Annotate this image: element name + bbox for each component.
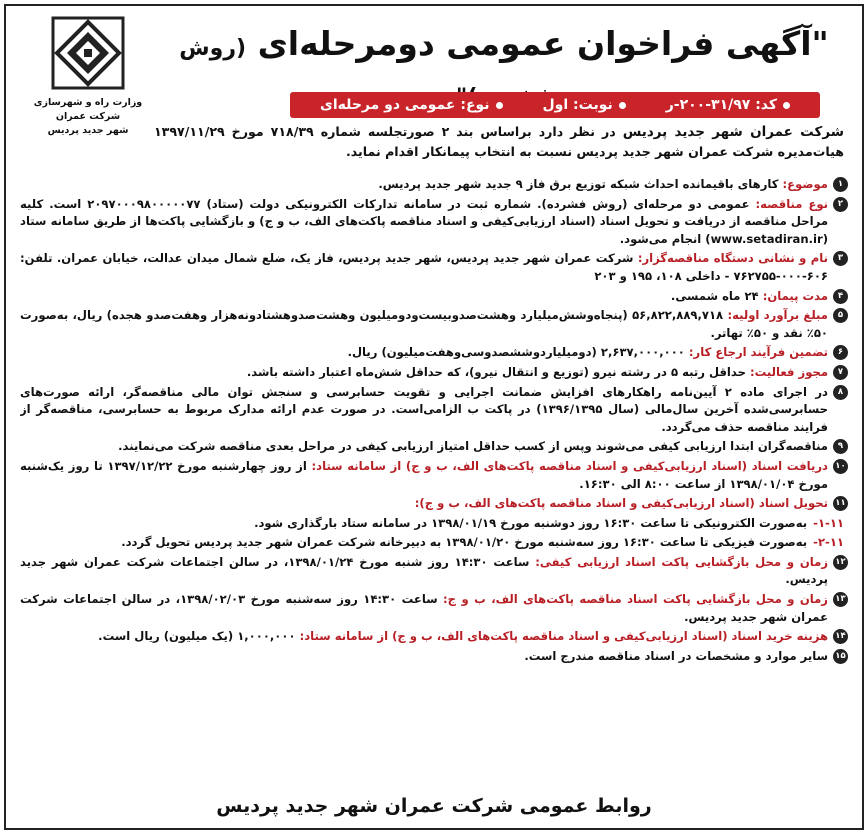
item-number: ۱۴ <box>833 629 848 644</box>
item-number: ۳ <box>833 251 848 266</box>
logo-line: شرکت عمران <box>55 111 121 122</box>
item-text: شرکت عمران شهر جدید پردیس، شهر جدید پردیس، فاز یک، ضلع شمال میدان عدالت، خیابان عمران. تلفن: ۶۰۶-۰۰۰-۷۶۲۷۵۵ - داخلی ۱۰۸، ۱۹۵ و ۲۰۳ <box>20 251 828 283</box>
item-label: تضمین فرآیند ارجاع کار: <box>688 345 828 360</box>
item-number: ۱۵ <box>833 649 848 664</box>
intro-text: در نظر دارد براساس بند ۲ صورتجلسه شماره ۷۱۸/۳۹ مورخ ۱۳۹۷/۱۱/۲۹ هیات‌مدیره شرکت عمران شهر جدید پردیس نسبت به انتخاب پیمانکار اقدام نماید. <box>154 124 844 159</box>
sub-list-item <box>20 515 848 533</box>
item-number: ۱۳ <box>833 592 848 607</box>
intro-company: شرکت عمران شهر جدید پردیس <box>622 124 845 140</box>
item-number: ۲ <box>833 197 848 212</box>
sub-list-item <box>20 534 848 552</box>
item-text: حداقل رتبه ۵ در رشته نیرو (توزیع و انتقال نیرو)، که حداقل شش‌ماه اعتبار داشته باشد. <box>246 364 746 379</box>
logo-line: شهر جدید پردیس <box>47 125 129 136</box>
list-item <box>20 176 848 194</box>
item-number: ۷ <box>833 365 848 380</box>
subitem-label: ۲-۱۱- <box>813 535 844 550</box>
badge-code: کد: ۳۱/۹۷-۲۰۰-ر <box>666 97 790 113</box>
announcement-footer <box>6 784 862 828</box>
list-item <box>20 288 848 306</box>
item-number: ۹ <box>833 439 848 454</box>
title-sub: (روش <box>179 36 247 61</box>
item-label: موضوع: <box>782 177 828 191</box>
item-text: ۲۴ ماه شمسی. <box>670 288 759 303</box>
item-text: سایر موارد و مشخصات در اسناد مناقصه مندرج است. <box>524 648 828 663</box>
item-text: ۱,۰۰۰,۰۰۰ (یک میلیون) ریال است. <box>98 629 296 644</box>
list-item <box>20 554 848 589</box>
item-label: هزینه خرید اسناد (اسناد ارزیابی‌کیفی و اسناد مناقصه پاکت‌های الف، ب و ج) از سامانه ستاد: <box>299 629 828 644</box>
item-label: زمان و محل بازگشایی پاکت اسناد مناقصه پاکت‌های الف، ب و ج: <box>443 592 828 607</box>
list-item <box>20 307 848 342</box>
title-main: "آگهی فراخوان عمومی دومرحله‌ای <box>257 24 829 63</box>
item-label: دریافت اسناد (اسناد ارزیابی‌کیفی و اسناد مناقصه پاکت‌های الف، ب و ج) از سامانه ستاد: <box>311 458 828 473</box>
badge-type: نوع: عمومی دو مرحله‌ای <box>320 97 503 113</box>
item-number: ۶ <box>833 345 848 360</box>
item-text: ساعت ۱۴:۳۰ روز شنبه مورخ ۱۳۹۸/۰۱/۲۴، در سالن اجتماعات شرکت عمران شهر جدید پردیس. <box>20 554 828 587</box>
item-text: از روز چهارشنبه مورخ ۱۳۹۷/۱۲/۲۲ تا روز یک‌شنبه مورخ ۱۳۹۸/۰۱/۰۴ از ساعت ۸:۰۰ الی ۱۶:۳۰. <box>20 458 828 491</box>
item-text: مناقصه‌گران ابتدا ارزیابی کیفی می‌شوند وپس از کسب حداقل امتیاز ارزیابی کیفی در مراحل بعدی مناقصه شرکت می‌نمایند. <box>118 439 828 454</box>
list-item <box>20 364 848 382</box>
footer-signature: روابط عمومی شرکت عمران شهر جدید پردیس <box>216 795 652 817</box>
item-text: عمومی دو مرحله‌ای (روش فشرده). شماره ثبت در سامانه تدارکات الکترونیکی دولت (ستاد) ۲۰۹۷۰۰۰۹۸۰۰۰۰۰۷۷ است. کلیه مراحل مناقصه از دریافت و تحویل اسناد (اسناد ارزیابی‌کیفی و اسناد مناقصه پاکت‌های الف، ب و ج) و بازگشایی پاکت‌ها از طریق سامانه ستاد (www.setadiran.ir) انجام می‌شود. <box>20 196 828 246</box>
list-item <box>20 648 848 666</box>
subitem-text: به‌صورت الکترونیکی تا ساعت ۱۶:۳۰ روز دوشنبه مورخ ۱۳۹۸/۰۱/۱۹ در سامانه ستاد بارگذاری شود. <box>254 515 808 530</box>
announcement-body <box>20 176 848 782</box>
item-label: مدت پیمان: <box>762 288 828 303</box>
item-label: مبلغ برآورد اولیه: <box>727 308 828 323</box>
list-item <box>20 438 848 456</box>
subitem-text: به‌صورت فیزیکی تا ساعت ۱۶:۳۰ روز سه‌شنبه مورخ ۱۳۹۸/۰۱/۲۰ به دبیرخانه شرکت عمران شهر جدید پردیس تحویل گردد. <box>121 535 808 550</box>
list-item <box>20 458 848 493</box>
item-label: نوع مناقصه: <box>755 196 828 211</box>
item-label: تحویل اسناد (اسناد ارزیابی‌کیفی و اسناد مناقصه پاکت‌های الف، ب و ج): <box>414 496 828 511</box>
bullet-icon <box>619 102 626 109</box>
logo-line: وزارت راه و شهرسازی <box>33 97 143 108</box>
badge-bar <box>290 92 820 118</box>
badge-turn: نوبت: اول <box>543 97 626 113</box>
list-item <box>20 628 848 646</box>
item-label: نام و نشانی دستگاه مناقصه‌گزار: <box>637 251 828 266</box>
item-label: مجوز فعالیت: <box>750 364 828 379</box>
list-item <box>20 591 848 626</box>
item-text: در اجرای ماده ۲ آیین‌نامه راهکارهای افزایش ضمانت اجرایی و تقویت حسابرسی و سنجش توان مالی مناقصه‌گر، ارائه صورت‌های حسابرسی‌شده آخرین سال‌مالی (سال ۱۳۹۶/۱۳۹۵) در پاکت ب الزامی‌است. در صورت عدم ارائه مدارک مربوط به حسابرسی، مناقصه‌گر از فرایند مناقصه حذف می‌گردد. <box>20 384 828 434</box>
item-number: ۵ <box>833 308 848 323</box>
announcement-frame <box>4 4 864 830</box>
item-number: ۴ <box>833 289 848 304</box>
subitem-label: ۱-۱۱- <box>813 515 844 530</box>
item-text: ۵۶,۸۲۲,۸۸۹,۷۱۸ (پنجاه‌وشش‌میلیارد وهشت‌صدوبیست‌ودومیلیون وهشت‌صدوهشتادونه‌هزار وهفت‌صدو هجده) ریال، به‌صورت ۵۰٪ نقد و ۵۰٪ تهاتر. <box>20 308 828 340</box>
item-text: ۲,۶۳۷,۰۰۰,۰۰۰ (دومیلیاردوششصدوسی‌وهفت‌میلیون) ریال. <box>347 345 685 360</box>
item-number: ۱۲ <box>833 555 848 570</box>
list-item <box>20 495 848 513</box>
list-item <box>20 344 848 362</box>
item-number: ۱۰ <box>833 459 848 474</box>
bullet-icon <box>783 102 790 109</box>
item-number: ۱۱ <box>833 496 848 511</box>
item-number: ۱ <box>833 177 848 192</box>
logo-emblem-icon <box>51 16 125 90</box>
list-item <box>20 196 848 249</box>
list-item <box>20 250 848 285</box>
item-number: ۸ <box>833 385 848 400</box>
bullet-icon <box>496 102 503 109</box>
item-label: زمان و محل بازگشایی پاکت اسناد ارزیابی کیفی: <box>535 554 829 569</box>
item-text: کارهای باقیمانده احداث شبکه توزیع برق فاز ۹ جدید شهر جدید پردیس. <box>378 177 779 191</box>
announcement-header <box>6 6 862 174</box>
item-text: ساعت ۱۴:۳۰ روز سه‌شنبه مورخ ۱۳۹۸/۰۲/۰۳، در سالن اجتماعات شرکت عمران شهر جدید پردیس. <box>20 592 828 624</box>
list-item <box>20 384 848 437</box>
intro-paragraph <box>154 122 844 162</box>
organization-logo <box>18 16 158 166</box>
